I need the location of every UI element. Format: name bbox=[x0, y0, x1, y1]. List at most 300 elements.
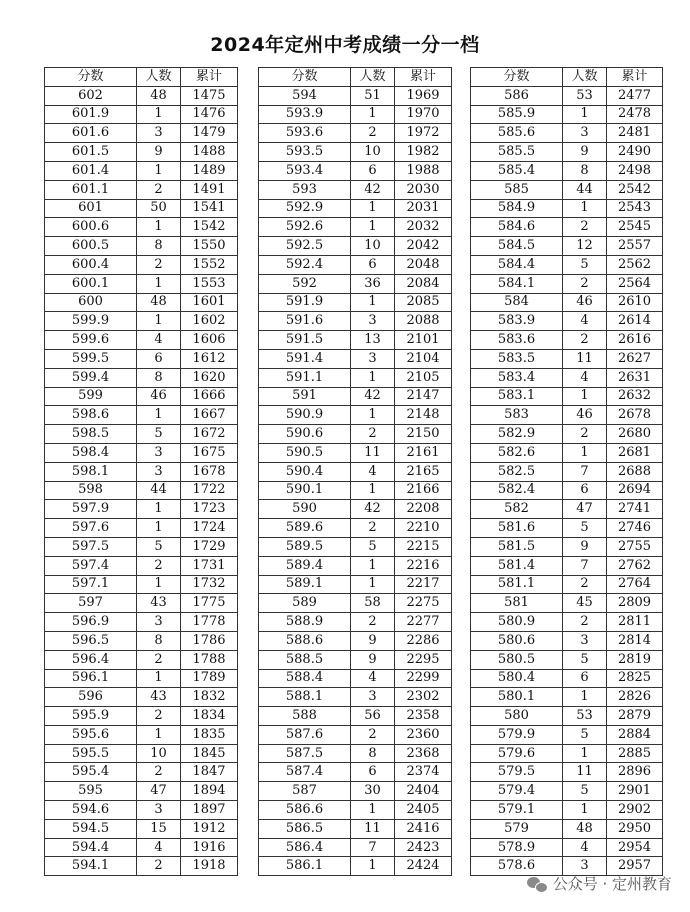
cumulative-cell: 2884 bbox=[607, 725, 663, 744]
table-row bbox=[259, 519, 452, 538]
count-cell: 42 bbox=[351, 500, 395, 519]
count-cell: 42 bbox=[351, 180, 395, 199]
cumulative-cell: 1731 bbox=[181, 556, 238, 575]
count-cell: 5 bbox=[563, 725, 607, 744]
score-cell: 590.5 bbox=[259, 443, 351, 462]
score-cell: 600.5 bbox=[45, 237, 137, 256]
table-row bbox=[45, 819, 238, 838]
count-cell: 1 bbox=[351, 406, 395, 425]
count-cell: 2 bbox=[137, 650, 181, 669]
cumulative-cell: 2681 bbox=[607, 443, 663, 462]
cumulative-cell: 2764 bbox=[607, 575, 663, 594]
count-cell: 1 bbox=[137, 669, 181, 688]
header-count: 人数 bbox=[351, 68, 395, 87]
score-cell: 595.4 bbox=[45, 763, 137, 782]
score-cell: 585.5 bbox=[471, 143, 563, 162]
cumulative-cell: 2165 bbox=[395, 462, 452, 481]
score-cell: 584.6 bbox=[471, 218, 563, 237]
count-cell: 1 bbox=[351, 481, 395, 500]
count-cell: 5 bbox=[563, 255, 607, 274]
cumulative-cell: 1982 bbox=[395, 143, 452, 162]
count-cell: 3 bbox=[137, 613, 181, 632]
count-cell: 5 bbox=[351, 537, 395, 556]
cumulative-cell: 2286 bbox=[395, 631, 452, 650]
count-cell: 6 bbox=[137, 349, 181, 368]
cumulative-cell: 2678 bbox=[607, 406, 663, 425]
count-cell: 1 bbox=[351, 105, 395, 124]
table-row bbox=[471, 669, 663, 688]
table-row bbox=[45, 782, 238, 801]
score-cell: 595.9 bbox=[45, 707, 137, 726]
cumulative-cell: 2901 bbox=[607, 782, 663, 801]
count-cell: 4 bbox=[137, 331, 181, 350]
count-cell: 9 bbox=[563, 143, 607, 162]
count-cell: 43 bbox=[137, 594, 181, 613]
cumulative-cell: 1916 bbox=[181, 838, 238, 857]
count-cell: 6 bbox=[351, 763, 395, 782]
cumulative-cell: 2826 bbox=[607, 688, 663, 707]
cumulative-cell: 2295 bbox=[395, 650, 452, 669]
score-cell: 595.5 bbox=[45, 744, 137, 763]
score-cell: 581.5 bbox=[471, 537, 563, 556]
count-cell: 4 bbox=[563, 838, 607, 857]
score-cell: 581 bbox=[471, 594, 563, 613]
count-cell: 1 bbox=[351, 218, 395, 237]
count-cell: 5 bbox=[563, 650, 607, 669]
cumulative-cell: 2543 bbox=[607, 199, 663, 218]
count-cell: 46 bbox=[563, 293, 607, 312]
table-row bbox=[471, 650, 663, 669]
count-cell: 46 bbox=[563, 406, 607, 425]
cumulative-cell: 1612 bbox=[181, 349, 238, 368]
count-cell: 53 bbox=[563, 707, 607, 726]
score-cell: 593.9 bbox=[259, 105, 351, 124]
table-row bbox=[471, 124, 663, 143]
score-cell: 579.5 bbox=[471, 763, 563, 782]
cumulative-cell: 2632 bbox=[607, 387, 663, 406]
cumulative-cell: 2416 bbox=[395, 819, 452, 838]
score-cell: 597.1 bbox=[45, 575, 137, 594]
score-cell: 602 bbox=[45, 86, 137, 105]
cumulative-cell: 1489 bbox=[181, 161, 238, 180]
table-row bbox=[471, 744, 663, 763]
score-cell: 597.5 bbox=[45, 537, 137, 556]
cumulative-cell: 2741 bbox=[607, 500, 663, 519]
cumulative-cell: 2542 bbox=[607, 180, 663, 199]
score-cell: 597.6 bbox=[45, 519, 137, 538]
count-cell: 2 bbox=[137, 763, 181, 782]
score-cell: 598.5 bbox=[45, 425, 137, 444]
cumulative-cell: 1732 bbox=[181, 575, 238, 594]
score-cell: 591.1 bbox=[259, 368, 351, 387]
table-row bbox=[259, 86, 452, 105]
table-row bbox=[471, 725, 663, 744]
count-cell: 11 bbox=[563, 349, 607, 368]
cumulative-cell: 1541 bbox=[181, 199, 238, 218]
cumulative-cell: 1488 bbox=[181, 143, 238, 162]
count-cell: 1 bbox=[563, 688, 607, 707]
table-row bbox=[259, 613, 452, 632]
score-cell: 599.5 bbox=[45, 349, 137, 368]
cumulative-cell: 1775 bbox=[181, 594, 238, 613]
wechat-icon bbox=[527, 876, 547, 892]
count-cell: 2 bbox=[563, 613, 607, 632]
cumulative-cell: 2368 bbox=[395, 744, 452, 763]
score-cell: 582 bbox=[471, 500, 563, 519]
table-row bbox=[45, 744, 238, 763]
score-cell: 600.6 bbox=[45, 218, 137, 237]
cumulative-cell: 1788 bbox=[181, 650, 238, 669]
count-cell: 6 bbox=[351, 161, 395, 180]
score-cell: 590.4 bbox=[259, 462, 351, 481]
score-cell: 588.9 bbox=[259, 613, 351, 632]
count-cell: 3 bbox=[137, 443, 181, 462]
table-row bbox=[471, 763, 663, 782]
table-header-row bbox=[259, 68, 452, 87]
count-cell: 1 bbox=[137, 500, 181, 519]
score-cell: 584.4 bbox=[471, 255, 563, 274]
count-cell: 30 bbox=[351, 782, 395, 801]
score-cell: 601.5 bbox=[45, 143, 137, 162]
cumulative-cell: 1969 bbox=[395, 86, 452, 105]
cumulative-cell: 1602 bbox=[181, 312, 238, 331]
score-cell: 585.4 bbox=[471, 161, 563, 180]
score-cell: 579.1 bbox=[471, 801, 563, 820]
cumulative-cell: 2809 bbox=[607, 594, 663, 613]
count-cell: 3 bbox=[563, 631, 607, 650]
table-row bbox=[45, 556, 238, 575]
table-row bbox=[45, 462, 238, 481]
count-cell: 10 bbox=[351, 237, 395, 256]
cumulative-cell: 2216 bbox=[395, 556, 452, 575]
score-cell: 599 bbox=[45, 387, 137, 406]
cumulative-cell: 2498 bbox=[607, 161, 663, 180]
count-cell: 4 bbox=[351, 669, 395, 688]
count-cell: 6 bbox=[351, 255, 395, 274]
count-cell: 3 bbox=[351, 312, 395, 331]
table-row bbox=[45, 801, 238, 820]
count-cell: 1 bbox=[563, 199, 607, 218]
count-cell: 1 bbox=[137, 519, 181, 538]
score-cell: 586.4 bbox=[259, 838, 351, 857]
table-row bbox=[471, 613, 663, 632]
score-cell: 592 bbox=[259, 274, 351, 293]
table-row bbox=[471, 556, 663, 575]
score-cell: 593.4 bbox=[259, 161, 351, 180]
cumulative-cell: 2104 bbox=[395, 349, 452, 368]
score-cell: 596 bbox=[45, 688, 137, 707]
count-cell: 13 bbox=[351, 331, 395, 350]
count-cell: 1 bbox=[137, 161, 181, 180]
cumulative-cell: 1786 bbox=[181, 631, 238, 650]
score-cell: 591 bbox=[259, 387, 351, 406]
score-cell: 597.4 bbox=[45, 556, 137, 575]
cumulative-cell: 2084 bbox=[395, 274, 452, 293]
score-cell: 585.9 bbox=[471, 105, 563, 124]
table-row bbox=[45, 481, 238, 500]
score-cell: 581.4 bbox=[471, 556, 563, 575]
score-cell: 589.1 bbox=[259, 575, 351, 594]
count-cell: 8 bbox=[563, 161, 607, 180]
table-row bbox=[259, 180, 452, 199]
table-row bbox=[45, 180, 238, 199]
watermark bbox=[527, 873, 672, 894]
cumulative-cell: 1666 bbox=[181, 387, 238, 406]
score-cell: 594.1 bbox=[45, 857, 137, 876]
table-row bbox=[45, 274, 238, 293]
count-cell: 1 bbox=[563, 105, 607, 124]
table-row bbox=[471, 801, 663, 820]
table-row bbox=[259, 387, 452, 406]
table-row bbox=[471, 349, 663, 368]
cumulative-cell: 1476 bbox=[181, 105, 238, 124]
table-row bbox=[471, 594, 663, 613]
cumulative-cell: 1553 bbox=[181, 274, 238, 293]
count-cell: 47 bbox=[563, 500, 607, 519]
count-cell: 3 bbox=[563, 857, 607, 876]
cumulative-cell: 2277 bbox=[395, 613, 452, 632]
score-cell: 587.6 bbox=[259, 725, 351, 744]
cumulative-cell: 2545 bbox=[607, 218, 663, 237]
table-row bbox=[259, 293, 452, 312]
cumulative-cell: 1970 bbox=[395, 105, 452, 124]
cumulative-cell: 1620 bbox=[181, 368, 238, 387]
score-cell: 598.1 bbox=[45, 462, 137, 481]
table-row bbox=[259, 143, 452, 162]
count-cell: 7 bbox=[351, 838, 395, 857]
table-row bbox=[259, 594, 452, 613]
count-cell: 5 bbox=[137, 537, 181, 556]
table-row bbox=[471, 500, 663, 519]
score-cell: 583.9 bbox=[471, 312, 563, 331]
cumulative-cell: 2879 bbox=[607, 707, 663, 726]
cumulative-cell: 2631 bbox=[607, 368, 663, 387]
table-row bbox=[45, 143, 238, 162]
count-cell: 58 bbox=[351, 594, 395, 613]
count-cell: 1 bbox=[351, 575, 395, 594]
cumulative-cell: 2360 bbox=[395, 725, 452, 744]
score-cell: 592.6 bbox=[259, 218, 351, 237]
count-cell: 1 bbox=[563, 801, 607, 820]
table-row bbox=[45, 631, 238, 650]
table-row bbox=[45, 725, 238, 744]
page-title: 2024年定州中考成绩一分一档 bbox=[210, 34, 480, 56]
table-row bbox=[259, 462, 452, 481]
score-cell: 583.5 bbox=[471, 349, 563, 368]
cumulative-cell: 1832 bbox=[181, 688, 238, 707]
cumulative-cell: 2902 bbox=[607, 801, 663, 820]
score-cell: 588.6 bbox=[259, 631, 351, 650]
count-cell: 46 bbox=[137, 387, 181, 406]
score-cell: 582.6 bbox=[471, 443, 563, 462]
table-row bbox=[259, 425, 452, 444]
cumulative-cell: 2746 bbox=[607, 519, 663, 538]
table-row bbox=[471, 462, 663, 481]
table-row bbox=[45, 86, 238, 105]
cumulative-cell: 1835 bbox=[181, 725, 238, 744]
cumulative-cell: 1912 bbox=[181, 819, 238, 838]
score-cell: 599.4 bbox=[45, 368, 137, 387]
score-cell: 578.6 bbox=[471, 857, 563, 876]
cumulative-cell: 1678 bbox=[181, 462, 238, 481]
cumulative-cell: 2105 bbox=[395, 368, 452, 387]
cumulative-cell: 2950 bbox=[607, 819, 663, 838]
count-cell: 56 bbox=[351, 707, 395, 726]
count-cell: 2 bbox=[563, 331, 607, 350]
score-cell: 594.6 bbox=[45, 801, 137, 820]
score-table-1 bbox=[44, 67, 238, 876]
cumulative-cell: 2085 bbox=[395, 293, 452, 312]
table-row bbox=[259, 857, 452, 876]
score-cell: 596.5 bbox=[45, 631, 137, 650]
cumulative-cell: 2299 bbox=[395, 669, 452, 688]
score-cell: 579.4 bbox=[471, 782, 563, 801]
count-cell: 3 bbox=[351, 688, 395, 707]
cumulative-cell: 2166 bbox=[395, 481, 452, 500]
score-cell: 580.5 bbox=[471, 650, 563, 669]
count-cell: 53 bbox=[563, 86, 607, 105]
table-row bbox=[471, 105, 663, 124]
table-row bbox=[45, 255, 238, 274]
count-cell: 44 bbox=[137, 481, 181, 500]
count-cell: 2 bbox=[137, 556, 181, 575]
cumulative-cell: 2217 bbox=[395, 575, 452, 594]
cumulative-cell: 2405 bbox=[395, 801, 452, 820]
score-cell: 579.9 bbox=[471, 725, 563, 744]
table-row bbox=[471, 331, 663, 350]
count-cell: 48 bbox=[563, 819, 607, 838]
table-row bbox=[45, 443, 238, 462]
count-cell: 4 bbox=[563, 312, 607, 331]
count-cell: 2 bbox=[137, 255, 181, 274]
cumulative-cell: 1475 bbox=[181, 86, 238, 105]
cumulative-cell: 1479 bbox=[181, 124, 238, 143]
table-row bbox=[259, 556, 452, 575]
table-row bbox=[471, 180, 663, 199]
table-row bbox=[45, 500, 238, 519]
table-row bbox=[45, 838, 238, 857]
score-cell: 590 bbox=[259, 500, 351, 519]
count-cell: 9 bbox=[351, 650, 395, 669]
table-header-row bbox=[45, 68, 238, 87]
score-cell: 580 bbox=[471, 707, 563, 726]
score-cell: 592.9 bbox=[259, 199, 351, 218]
count-cell: 1 bbox=[137, 274, 181, 293]
count-cell: 5 bbox=[563, 519, 607, 538]
count-cell: 6 bbox=[563, 481, 607, 500]
cumulative-cell: 1667 bbox=[181, 406, 238, 425]
table-row bbox=[45, 124, 238, 143]
cumulative-cell: 2208 bbox=[395, 500, 452, 519]
score-cell: 589.4 bbox=[259, 556, 351, 575]
count-cell: 43 bbox=[137, 688, 181, 707]
score-cell: 588 bbox=[259, 707, 351, 726]
score-cell: 580.1 bbox=[471, 688, 563, 707]
count-cell: 2 bbox=[563, 575, 607, 594]
count-cell: 10 bbox=[137, 744, 181, 763]
cumulative-cell: 1606 bbox=[181, 331, 238, 350]
table-row bbox=[45, 594, 238, 613]
cumulative-cell: 1724 bbox=[181, 519, 238, 538]
cumulative-cell: 2275 bbox=[395, 594, 452, 613]
cumulative-cell: 2101 bbox=[395, 331, 452, 350]
table-row bbox=[45, 763, 238, 782]
cumulative-cell: 1722 bbox=[181, 481, 238, 500]
table-row bbox=[45, 349, 238, 368]
count-cell: 51 bbox=[351, 86, 395, 105]
score-cell: 597.9 bbox=[45, 500, 137, 519]
score-cell: 599.9 bbox=[45, 312, 137, 331]
count-cell: 36 bbox=[351, 274, 395, 293]
table-row bbox=[45, 312, 238, 331]
table-row bbox=[471, 819, 663, 838]
score-cell: 593.5 bbox=[259, 143, 351, 162]
score-cell: 588.4 bbox=[259, 669, 351, 688]
score-cell: 594.5 bbox=[45, 819, 137, 838]
score-cell: 590.1 bbox=[259, 481, 351, 500]
count-cell: 2 bbox=[563, 425, 607, 444]
score-cell: 584.9 bbox=[471, 199, 563, 218]
cumulative-cell: 2811 bbox=[607, 613, 663, 632]
count-cell: 11 bbox=[351, 443, 395, 462]
count-cell: 1 bbox=[137, 575, 181, 594]
cumulative-cell: 2374 bbox=[395, 763, 452, 782]
table-row bbox=[45, 857, 238, 876]
count-cell: 1 bbox=[351, 368, 395, 387]
score-cell: 598.4 bbox=[45, 443, 137, 462]
score-table-3 bbox=[470, 67, 663, 876]
count-cell: 12 bbox=[563, 237, 607, 256]
score-cell: 586.1 bbox=[259, 857, 351, 876]
score-cell: 584.5 bbox=[471, 237, 563, 256]
table-row bbox=[45, 707, 238, 726]
score-cell: 582.9 bbox=[471, 425, 563, 444]
count-cell: 48 bbox=[137, 293, 181, 312]
table-row bbox=[471, 707, 663, 726]
table-row bbox=[471, 368, 663, 387]
table-row bbox=[259, 255, 452, 274]
cumulative-cell: 2478 bbox=[607, 105, 663, 124]
table-row bbox=[259, 725, 452, 744]
score-cell: 584 bbox=[471, 293, 563, 312]
cumulative-cell: 2957 bbox=[607, 857, 663, 876]
count-cell: 2 bbox=[351, 725, 395, 744]
table-row bbox=[471, 218, 663, 237]
table-row bbox=[259, 744, 452, 763]
score-cell: 595.6 bbox=[45, 725, 137, 744]
score-cell: 599.6 bbox=[45, 331, 137, 350]
count-cell: 1 bbox=[137, 218, 181, 237]
cumulative-cell: 2031 bbox=[395, 199, 452, 218]
count-cell: 1 bbox=[351, 293, 395, 312]
header-score: 分数 bbox=[259, 68, 351, 87]
cumulative-cell: 2610 bbox=[607, 293, 663, 312]
cumulative-cell: 2358 bbox=[395, 707, 452, 726]
table-row bbox=[471, 237, 663, 256]
score-cell: 584.1 bbox=[471, 274, 563, 293]
cumulative-cell: 1550 bbox=[181, 237, 238, 256]
cumulative-cell: 1552 bbox=[181, 255, 238, 274]
table-row bbox=[45, 613, 238, 632]
count-cell: 2 bbox=[137, 857, 181, 876]
count-cell: 3 bbox=[137, 462, 181, 481]
cumulative-cell: 2819 bbox=[607, 650, 663, 669]
table-row bbox=[259, 312, 452, 331]
table-row bbox=[259, 368, 452, 387]
count-cell: 50 bbox=[137, 199, 181, 218]
table-row bbox=[259, 274, 452, 293]
table-row bbox=[45, 368, 238, 387]
